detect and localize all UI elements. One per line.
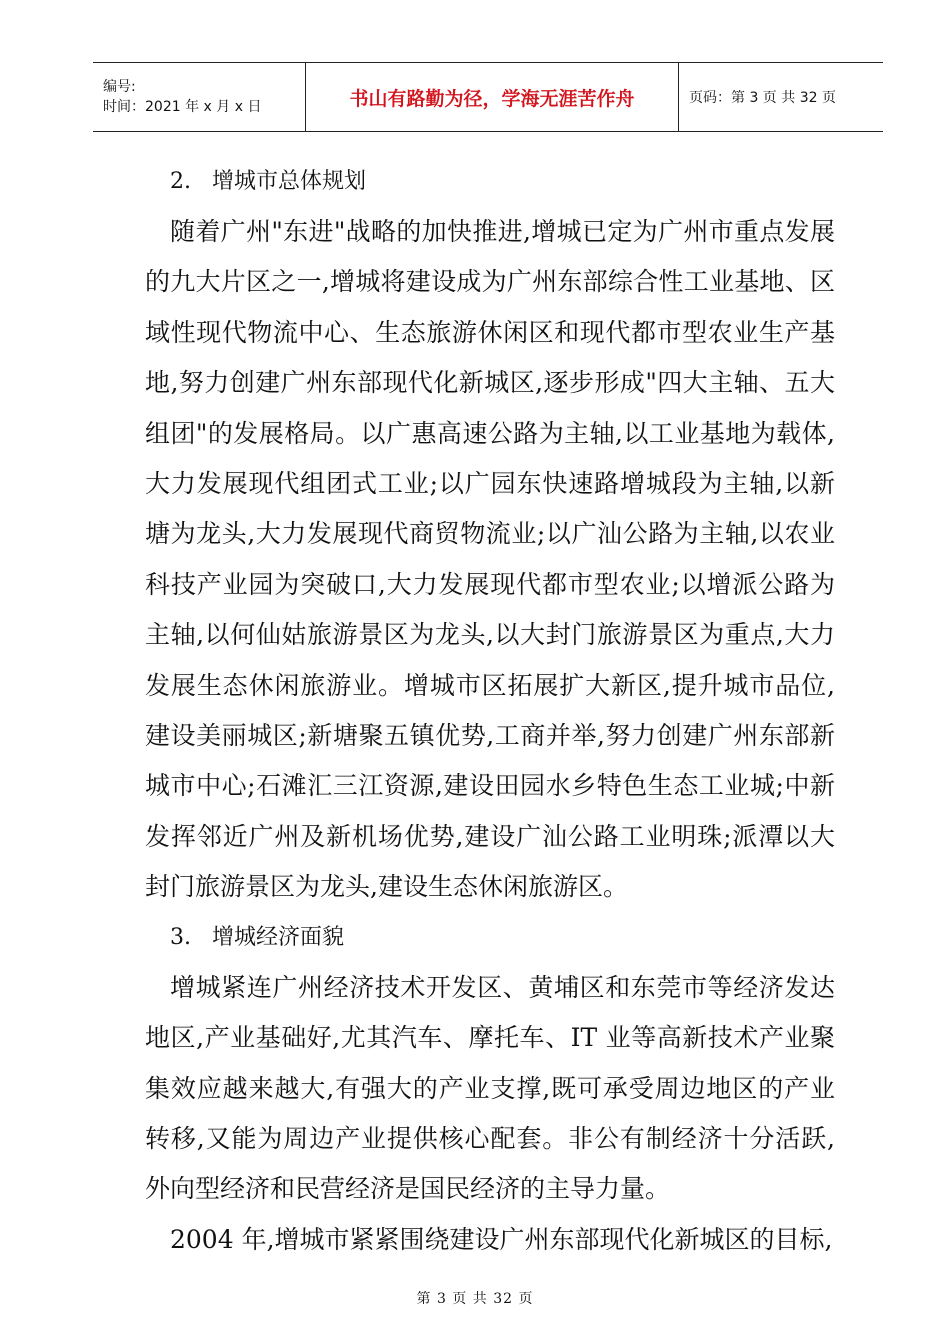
section-heading [145,913,835,963]
header-meta [93,63,305,131]
document-body [145,157,835,1265]
section-title: 增城经济面貌 [212,924,345,950]
section-heading [145,157,835,207]
number-label: 编号: [103,79,136,95]
page-footer [0,1288,950,1308]
time-label: 时间：2021 年 x 月 x 日 [103,99,262,115]
section-title: 增城市总体规划 [212,169,367,194]
section-number: 3. [170,924,191,950]
page-info-text: 页码：第 3 页 共 32 页 [689,90,836,106]
motto-text: 书山有路勤为径，学海无涯苦作舟 [349,87,635,110]
page-header [93,62,883,132]
header-motto [305,63,679,131]
section-number: 2. [170,169,191,194]
paragraph: 2004 年,增城市紧紧围绕建设广州东部现代化新城区的目标, [170,1224,833,1254]
header-page-info [679,63,883,131]
footer-page-number: 第 3 页 共 32 页 [416,1291,534,1307]
paragraph: 增城紧连广州经济技术开发区、黄埔区和东莞市等经济发达地区,产业基础好,尤其汽车、摩托车、IT 业等高新技术产业聚集效应越来越大,有强大的产业支撑,既可承受周边地区的产业转移,又能为周边产业提供核心配套。非公有制经济十分活跃,外向型经济和民营经济是国民经济的主导力量。 [145,972,835,1204]
paragraph: 随着广州"东进"战略的加快推进,增城已定为广州市重点发展的九大片区之一,增城将建设成为广州东部综合性工业基地、区域性现代物流中心、生态旅游休闲区和现代都市型农业生产基地,努力创建广州东部现代化新城区,逐步形成"四大主轴、五大组团"的发展格局。以广惠高速公路为主轴,以工业基地为载体,大力发展现代组团式工业;以广园东快速路增城段为主轴,以新塘为龙头,大力发展现代商贸物流业;以广汕公路为主轴,以农业科技产业园为突破口,大力发展现代都市型农业;以增派公路为主轴,以何仙姑旅游景区为龙头,以大封门旅游景区为重点,大力发展生态休闲旅游业。增城市区拓展扩大新区,提升城市品位,建设美丽城区;新塘聚五镇优势,工商并举,努力创建广州东部新城市中心;石滩汇三江资源,建设田园水乡特色生态工业城;中新发挥邻近广州及新机场优势,建设广汕公路工业明珠;派潭以大封门旅游景区为龙头,建设生态休闲旅游区。 [145,217,835,902]
